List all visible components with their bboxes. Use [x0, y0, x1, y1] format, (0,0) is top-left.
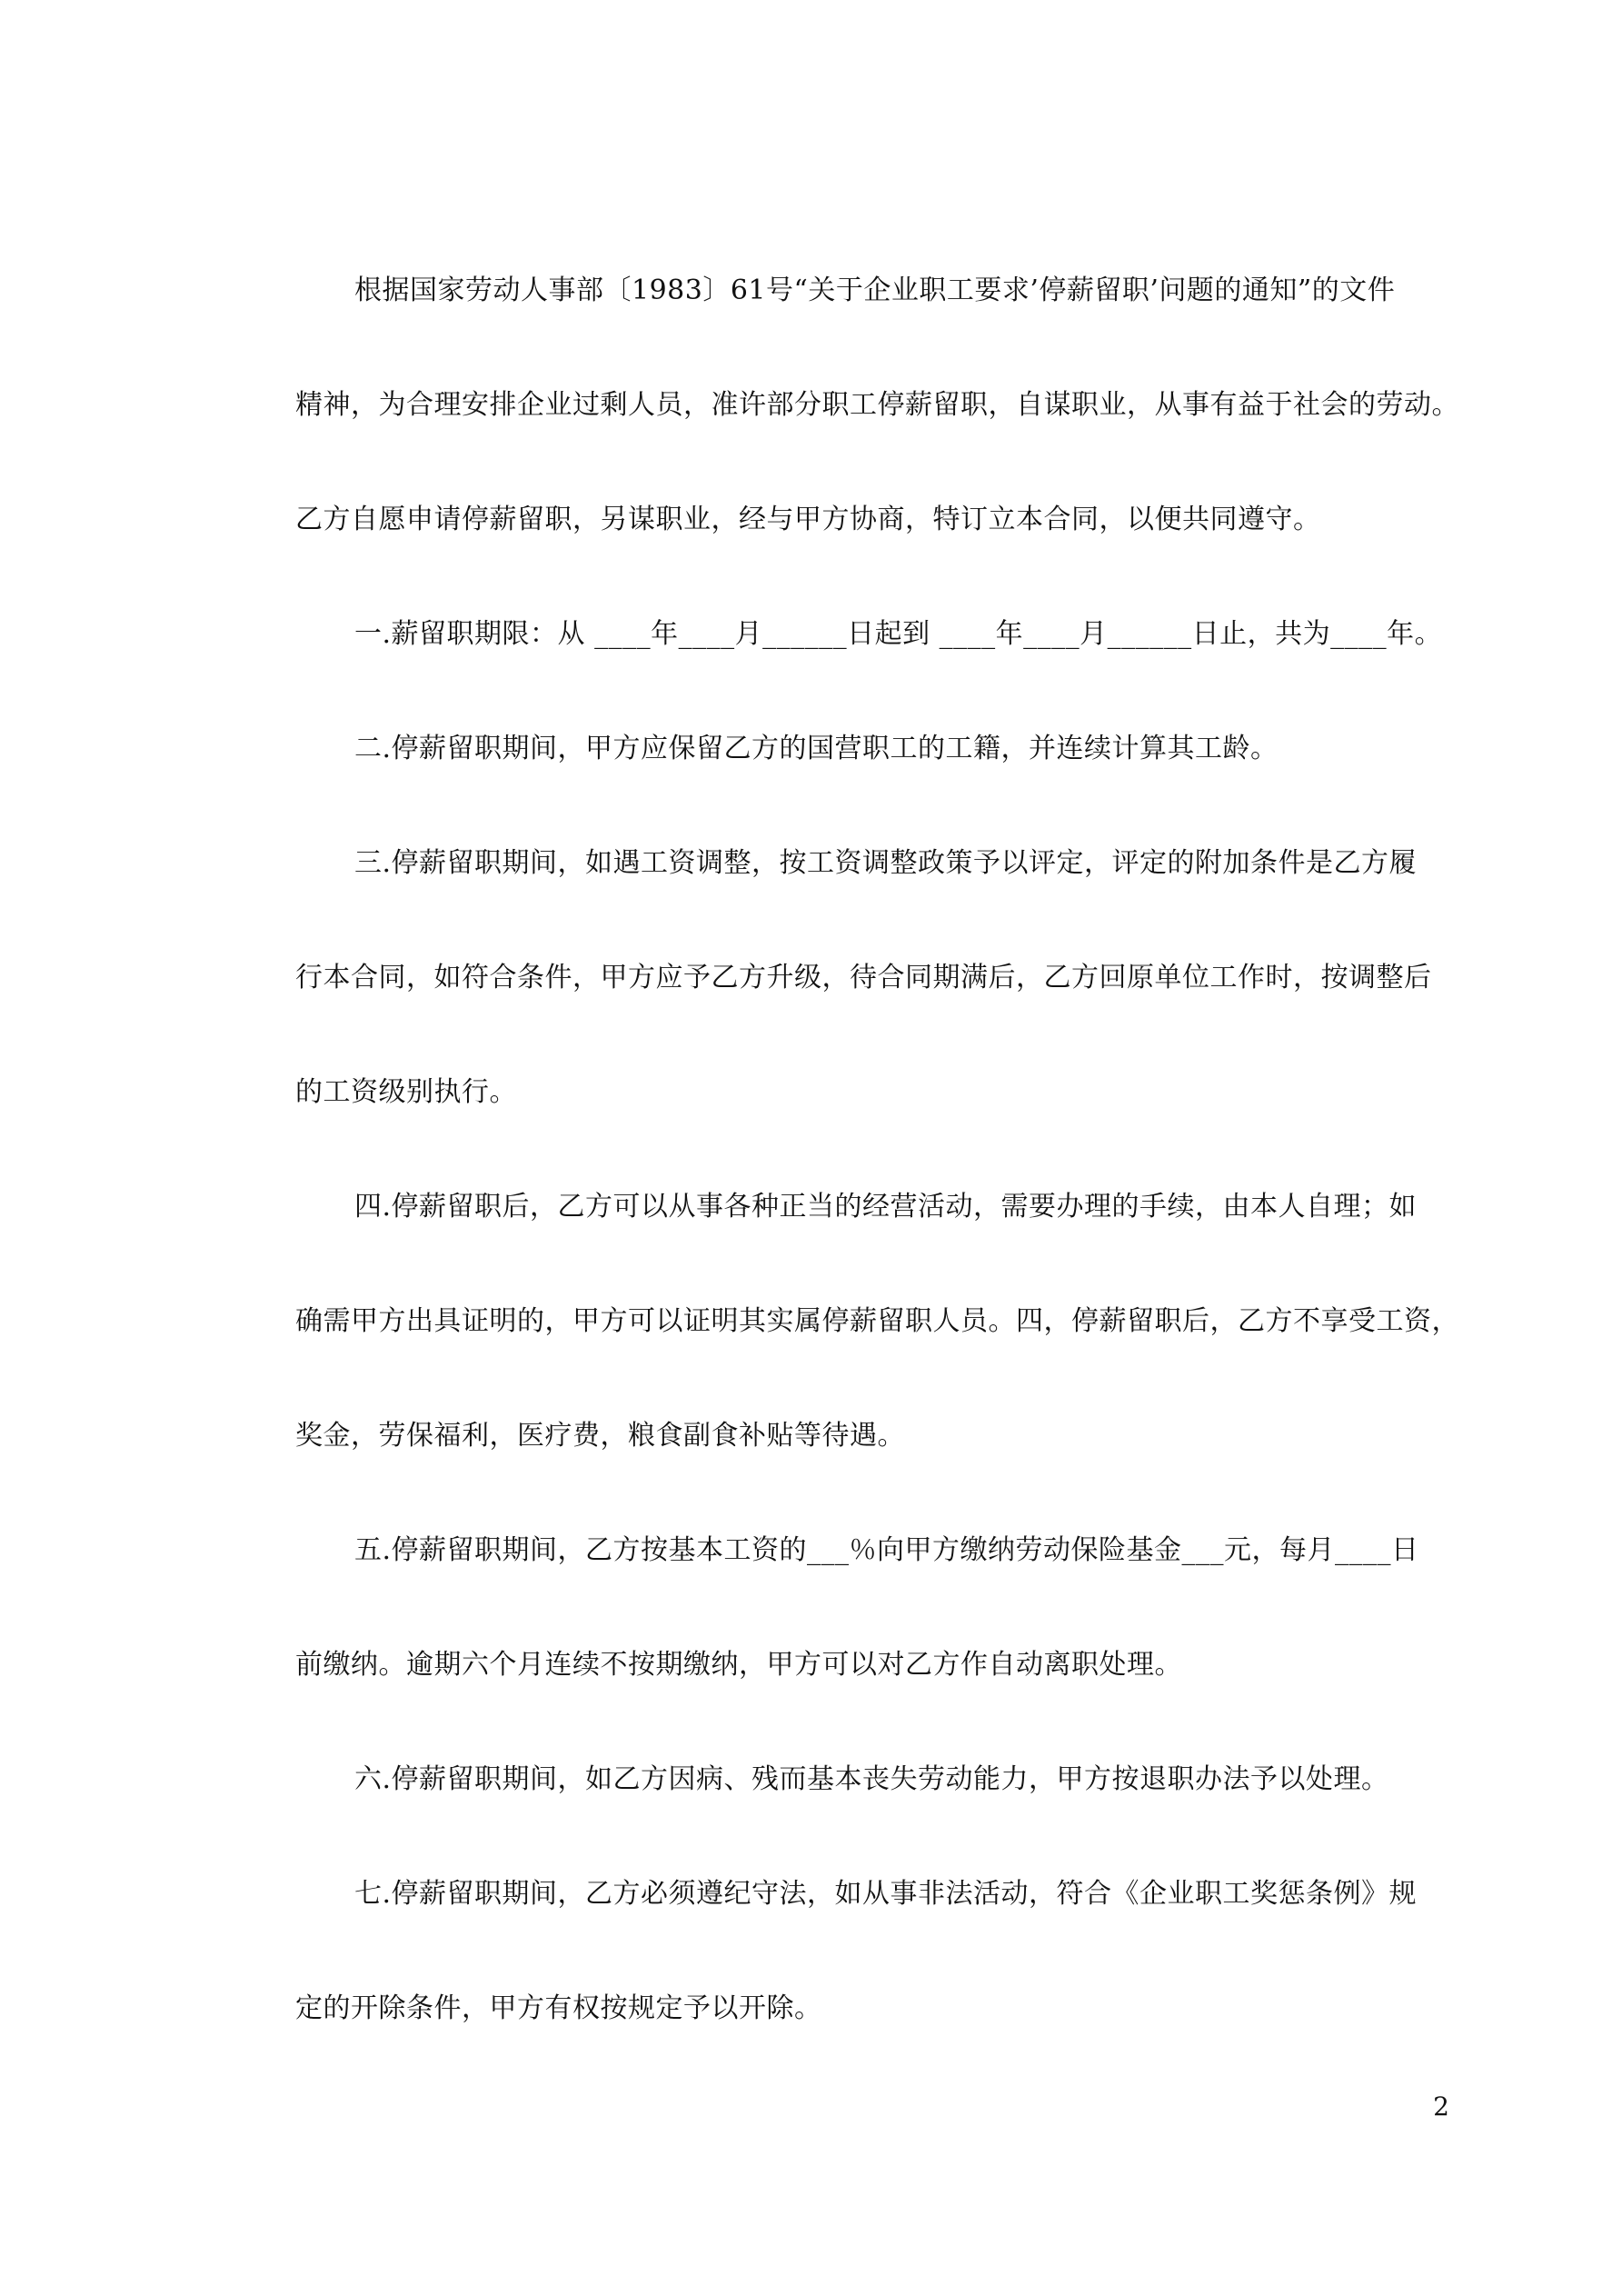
- clause-6-line-1: 六.停薪留职期间，如乙方因病、残而基本丧失劳动能力，甲方按退职办法予以处理。: [354, 1763, 1389, 1795]
- paragraph-preamble-line-2: 精神，为合理安排企业过剩人员，准许部分职工停薪留职，自谋职业，从事有益于社会的劳动。: [295, 389, 1459, 421]
- clause-2-line-1: 二.停薪留职期间，甲方应保留乙方的国营职工的工籍，并连续计算其工龄。: [354, 733, 1279, 764]
- clause-3-line-1: 三.停薪留职期间，如遇工资调整，按工资调整政策予以评定，评定的附加条件是乙方履: [354, 847, 1418, 879]
- clause-3-line-3: 的工资级别执行。: [295, 1076, 517, 1108]
- page-number: 2: [1433, 2091, 1449, 2121]
- clause-7-line-1: 七.停薪留职期间，乙方必须遵纪守法，如从事非法活动，符合《企业职工奖惩条例》规: [354, 1878, 1418, 1910]
- clause-1-line-1: 一.薪留职期限：从 ____年____月______日起到 ____年____月______日止，共为____年。: [354, 618, 1443, 650]
- clause-5-line-2: 前缴纳。逾期六个月连续不按期缴纳，甲方可以对乙方作自动离职处理。: [295, 1649, 1182, 1681]
- paragraph-preamble-line-3: 乙方自愿申请停薪留职，另谋职业，经与甲方协商，特订立本合同，以便共同遵守。: [295, 504, 1321, 535]
- clause-7-line-2: 定的开除条件，甲方有权按规定予以开除。: [295, 1992, 822, 2024]
- clause-4-line-1: 四.停薪留职后，乙方可以从事各种正当的经营活动，需要办理的手续，由本人自理；如: [354, 1191, 1418, 1223]
- paragraph-preamble-line-1: 根据国家劳动人事部〔1983〕61号“关于企业职工要求’停薪留职’问题的通知”的文件: [354, 275, 1396, 306]
- clause-5-line-1: 五.停薪留职期间，乙方按基本工资的___％向甲方缴纳劳动保险基金___元，每月____日: [354, 1534, 1419, 1566]
- clause-4-line-3: 奖金，劳保福利，医疗费，粮食副食补贴等待遇。: [295, 1420, 905, 1452]
- clause-3-line-2: 行本合同，如符合条件，甲方应予乙方升级，待合同期满后，乙方回原单位工作时，按调整后: [295, 962, 1432, 993]
- clause-4-line-2: 确需甲方出具证明的，甲方可以证明其实属停薪留职人员。四，停薪留职后，乙方不享受工资，: [295, 1305, 1459, 1337]
